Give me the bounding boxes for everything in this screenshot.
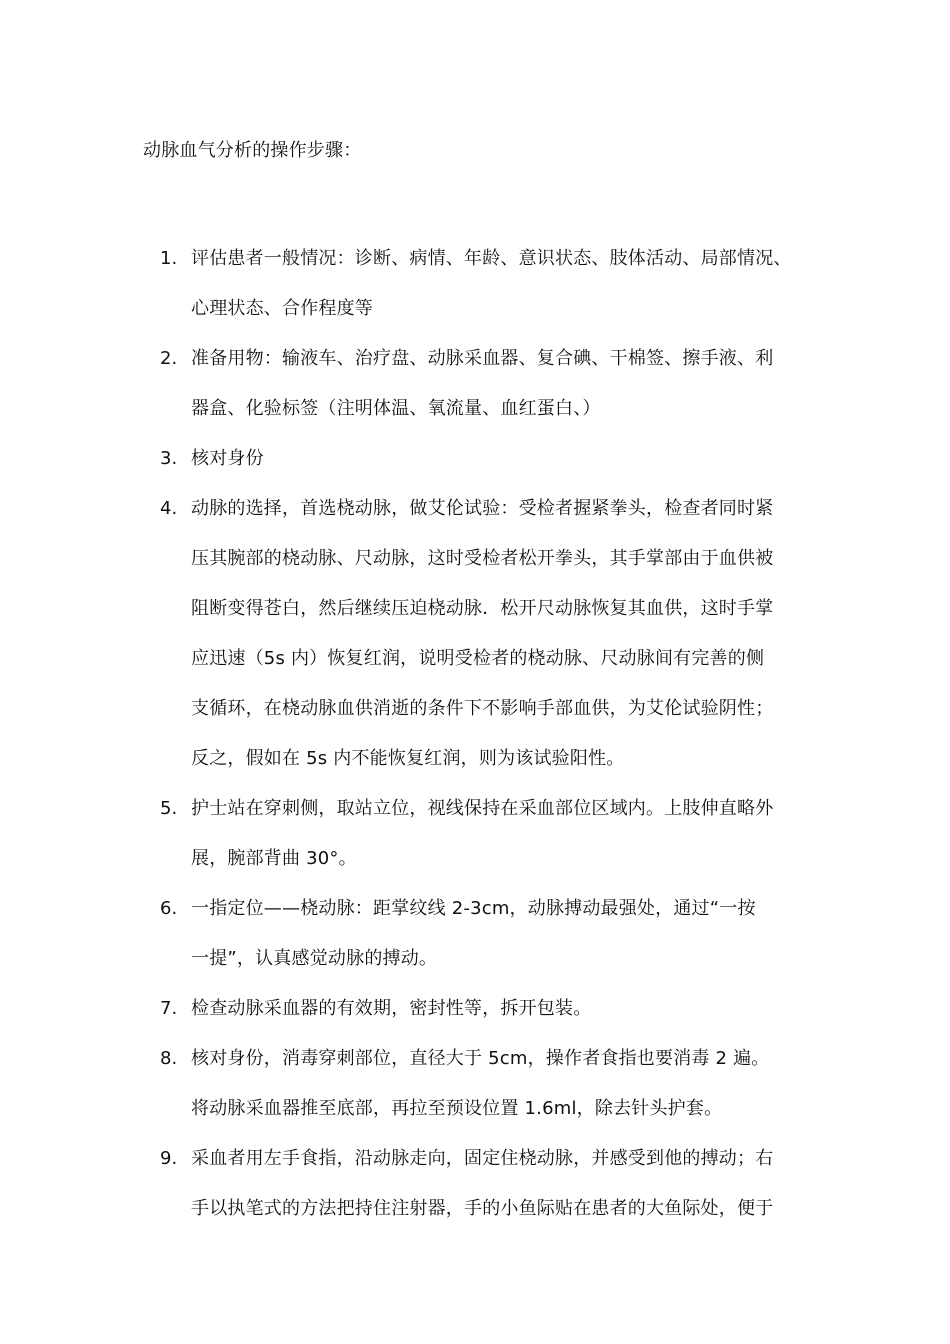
step-item-8 <box>0 1034 950 1134</box>
step-number: 7. <box>160 998 178 1019</box>
step-text-line: 展，腕部背曲 30°。 <box>191 848 357 869</box>
step-number: 2. <box>160 348 178 369</box>
step-number: 8. <box>160 1048 178 1069</box>
step-text-line: 评估患者一般情况：诊断、病情、年龄、意识状态、肢体活动、局部情况、 <box>191 248 792 269</box>
step-item-5 <box>0 784 950 884</box>
step-number: 5. <box>160 798 178 819</box>
step-text-line: 器盒、化验标签（注明体温、氧流量、血红蛋白、） <box>191 398 601 419</box>
step-text-line: 护士站在穿刺侧，取站立位，视线保持在采血部位区域内。上肢伸直略外 <box>191 798 774 819</box>
step-text-line: 应迅速（5s 内）恢复红润，说明受检者的桡动脉、尺动脉间有完善的侧 <box>191 648 765 669</box>
step-item-6 <box>0 884 950 984</box>
step-text-line: 核对身份，消毒穿刺部位，直径大于 5cm，操作者食指也要消毒 2 遍。 <box>191 1048 770 1069</box>
step-text-line: 采血者用左手食指，沿动脉走向，固定住桡动脉，并感受到他的搏动；右 <box>191 1148 774 1169</box>
document-title: 动脉血气分析的操作步骤： <box>143 140 362 161</box>
step-item-4 <box>0 484 950 784</box>
step-number: 4. <box>160 498 178 519</box>
step-text-line: 阻断变得苍白，然后继续压迫桡动脉．松开尺动脉恢复其血供，这时手掌 <box>191 598 774 619</box>
step-text-line: 检查动脉采血器的有效期，密封性等，拆开包装。 <box>191 998 592 1019</box>
step-text-line: 支循环，在桡动脉血供消逝的条件下不影响手部血供，为艾伦试验阴性； <box>191 698 774 719</box>
step-item-2 <box>0 334 950 434</box>
step-text-line: 核对身份 <box>191 448 264 469</box>
step-item-7 <box>0 984 950 1034</box>
step-text-line: 一提”，认真感觉动脉的搏动。 <box>191 948 438 969</box>
step-text-line: 手以执笔式的方法把持住注射器，手的小鱼际贴在患者的大鱼际处，便于 <box>191 1198 774 1219</box>
step-text-line: 准备用物：输液车、治疗盘、动脉采血器、复合碘、干棉签、擦手液、利 <box>191 348 774 369</box>
step-text-line: 压其腕部的桡动脉、尺动脉，这时受检者松开拳头，其手掌部由于血供被 <box>191 548 774 569</box>
step-text-line: 将动脉采血器推至底部，再拉至预设位置 1.6ml，除去针头护套。 <box>191 1098 723 1119</box>
step-text-line: 反之，假如在 5s 内不能恢复红润，则为该试验阳性。 <box>191 748 625 769</box>
step-number: 1. <box>160 248 178 269</box>
step-number: 3. <box>160 448 178 469</box>
step-text-line: 一指定位——桡动脉：距掌纹线 2-3cm，动脉搏动最强处，通过“一按 <box>191 898 756 919</box>
steps-list <box>0 234 950 1234</box>
step-item-9 <box>0 1134 950 1234</box>
step-item-3 <box>0 434 950 484</box>
step-text-line: 心理状态、合作程度等 <box>191 298 373 319</box>
step-text-line: 动脉的选择，首选桡动脉，做艾伦试验：受检者握紧拳头，检查者同时紧 <box>191 498 774 519</box>
step-number: 6. <box>160 898 178 919</box>
step-number: 9. <box>160 1148 178 1169</box>
step-item-1 <box>0 234 950 334</box>
